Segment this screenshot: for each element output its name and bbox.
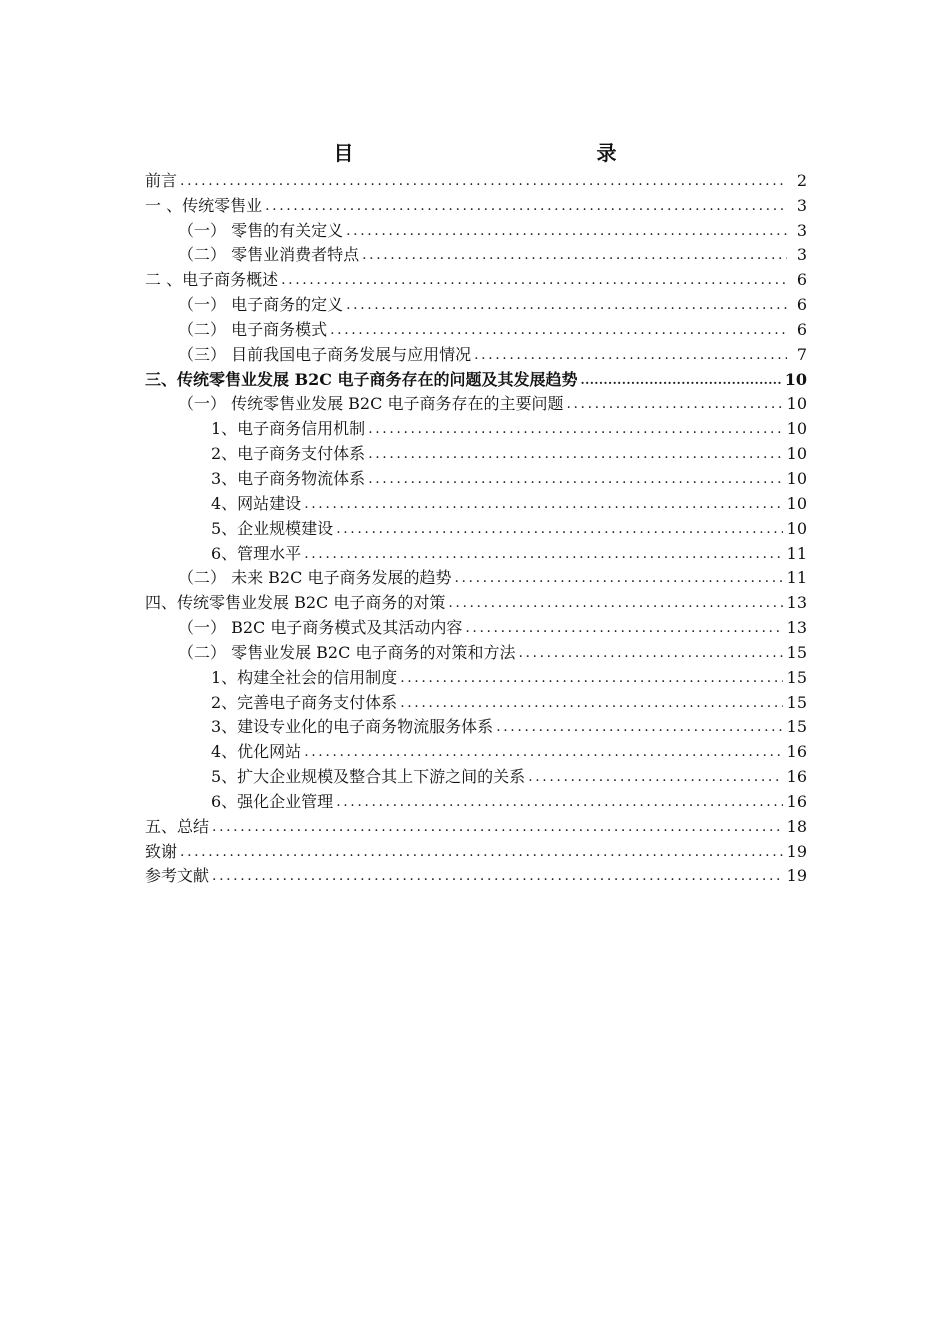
toc-dot-leader: [581, 370, 781, 390]
toc-entry-title: 6、管理水平: [211, 543, 302, 563]
toc-entry-page-number: 6: [796, 319, 807, 339]
toc-entry-page-number: 10: [786, 518, 807, 538]
toc-dot-leader: [528, 767, 782, 787]
toc-dot-leader: [566, 394, 782, 414]
toc-entry-page-number: 19: [786, 866, 807, 886]
toc-entry[interactable]: [145, 539, 807, 564]
toc-entry[interactable]: [145, 564, 807, 589]
toc-entry[interactable]: [145, 514, 807, 539]
toc-entry[interactable]: [145, 166, 807, 191]
toc-entry-title: （一） 电子商务的定义: [178, 295, 344, 315]
toc-entry-title: 五、总结: [145, 816, 210, 836]
toc-entry[interactable]: [145, 464, 807, 489]
toc-entry[interactable]: [145, 613, 807, 638]
toc-entry[interactable]: [145, 315, 807, 340]
toc-dot-leader: [346, 295, 787, 315]
toc-entry[interactable]: [145, 439, 807, 464]
toc-entry[interactable]: [145, 489, 807, 514]
toc-entry-title: （一） 零售的有关定义: [178, 220, 344, 240]
toc-entry[interactable]: [145, 737, 807, 762]
toc-entry-page-number: 10: [784, 369, 807, 389]
toc-entry-title: （二） 零售业消费者特点: [178, 245, 360, 265]
toc-entry[interactable]: [145, 365, 807, 390]
toc-entry[interactable]: [145, 787, 807, 812]
table-of-contents: [145, 166, 807, 886]
toc-entry-page-number: 10: [786, 493, 807, 513]
toc-entry[interactable]: [145, 713, 807, 738]
toc-entry-page-number: 15: [786, 692, 807, 712]
toc-entry[interactable]: [145, 390, 807, 415]
toc-dot-leader: [180, 171, 787, 191]
toc-title: 目 录: [333, 141, 735, 165]
toc-dot-leader: [368, 444, 782, 464]
toc-entry-page-number: 16: [786, 742, 807, 762]
toc-entry-page-number: 3: [796, 245, 807, 265]
toc-entry-title: （二） 电子商务模式: [178, 319, 328, 339]
toc-dot-leader: [336, 792, 782, 812]
toc-entry[interactable]: [145, 638, 807, 663]
toc-entry-page-number: 10: [786, 394, 807, 414]
toc-entry-page-number: 11: [786, 568, 807, 588]
toc-dot-leader: [304, 544, 782, 564]
toc-dot-leader: [212, 866, 783, 886]
toc-entry-page-number: 7: [796, 344, 807, 364]
toc-entry-title: 参考文献: [145, 866, 210, 886]
toc-dot-leader: [400, 668, 782, 688]
toc-dot-leader: [454, 568, 782, 588]
toc-entry[interactable]: [145, 812, 807, 837]
toc-entry-title: 四、传统零售业发展 B2C 电子商务的对策: [145, 593, 446, 613]
toc-dot-leader: [362, 245, 787, 265]
toc-entry-title: （二） 零售业发展 B2C 电子商务的对策和方法: [178, 642, 516, 662]
toc-entry-page-number: 10: [786, 419, 807, 439]
toc-entry-title: 二 、电子商务概述: [145, 270, 279, 290]
toc-entry-page-number: 13: [786, 618, 807, 638]
toc-entry[interactable]: [145, 588, 807, 613]
toc-entry-page-number: 19: [786, 841, 807, 861]
toc-entry-title: （二） 未来 B2C 电子商务发展的趋势: [178, 568, 452, 588]
toc-entry-page-number: 2: [796, 170, 807, 190]
toc-entry[interactable]: [145, 290, 807, 315]
toc-dot-leader: [474, 345, 787, 365]
toc-dot-leader: [336, 519, 782, 539]
toc-entry-title: 5、扩大企业规模及整合其上下游之间的关系: [211, 767, 526, 787]
toc-dot-leader: [304, 494, 782, 514]
toc-entry[interactable]: [145, 216, 807, 241]
toc-entry-page-number: 16: [786, 767, 807, 787]
toc-entry[interactable]: [145, 265, 807, 290]
toc-dot-leader: [496, 717, 782, 737]
toc-entry-title: 1、电子商务信用机制: [211, 419, 366, 439]
toc-dot-leader: [368, 419, 782, 439]
toc-entry-title: 2、完善电子商务支付体系: [211, 692, 398, 712]
toc-dot-leader: [180, 842, 783, 862]
toc-dot-leader: [212, 817, 783, 837]
toc-entry-title: 4、优化网站: [211, 742, 302, 762]
toc-dot-leader: [265, 196, 787, 216]
toc-entry[interactable]: [145, 340, 807, 365]
toc-entry-page-number: 10: [786, 444, 807, 464]
toc-entry-title: 三、传统零售业发展 B2C 电子商务存在的问题及其发展趋势: [145, 369, 578, 389]
toc-dot-leader: [368, 469, 782, 489]
toc-entry-title: （三） 目前我国电子商务发展与应用情况: [178, 344, 472, 364]
toc-dot-leader: [330, 320, 787, 340]
toc-entry-page-number: 3: [796, 195, 807, 215]
toc-entry-title: 2、电子商务支付体系: [211, 444, 366, 464]
toc-entry-title: 5、企业规模建设: [211, 518, 334, 538]
toc-dot-leader: [281, 270, 787, 290]
toc-dot-leader: [465, 618, 782, 638]
toc-entry-title: （一） 传统零售业发展 B2C 电子商务存在的主要问题: [178, 394, 564, 414]
toc-entry-title: 4、网站建设: [211, 493, 302, 513]
toc-entry-page-number: 15: [786, 642, 807, 662]
toc-entry-title: 前言: [145, 170, 178, 190]
toc-entry-title: 3、建设专业化的电子商务物流服务体系: [211, 717, 494, 737]
toc-entry[interactable]: [145, 837, 807, 862]
toc-entry[interactable]: [145, 862, 807, 887]
toc-entry[interactable]: [145, 688, 807, 713]
toc-entry-title: 致谢: [145, 841, 178, 861]
toc-entry-page-number: 13: [786, 593, 807, 613]
toc-entry-title: （一） B2C 电子商务模式及其活动内容: [178, 618, 463, 638]
toc-dot-leader: [518, 643, 782, 663]
toc-entry-title: 6、强化企业管理: [211, 791, 334, 811]
toc-entry-page-number: 10: [786, 468, 807, 488]
toc-entry[interactable]: [145, 663, 807, 688]
toc-entry-page-number: 15: [786, 667, 807, 687]
toc-entry-page-number: 6: [796, 270, 807, 290]
toc-entry-title: 1、构建全社会的信用制度: [211, 667, 398, 687]
toc-entry-page-number: 11: [786, 543, 807, 563]
toc-entry-page-number: 15: [786, 717, 807, 737]
toc-dot-leader: [346, 221, 787, 241]
toc-entry-title: 一 、传统零售业: [145, 195, 263, 215]
toc-dot-leader: [304, 742, 782, 762]
toc-entry-page-number: 3: [796, 220, 807, 240]
toc-entry[interactable]: [145, 414, 807, 439]
toc-entry-page-number: 6: [796, 295, 807, 315]
toc-entry-page-number: 16: [786, 791, 807, 811]
toc-entry-page-number: 18: [786, 816, 807, 836]
toc-entry[interactable]: [145, 241, 807, 266]
toc-entry[interactable]: [145, 191, 807, 216]
toc-dot-leader: [400, 693, 782, 713]
toc-entry-title: 3、电子商务物流体系: [211, 468, 366, 488]
toc-dot-leader: [448, 593, 782, 613]
toc-entry[interactable]: [145, 762, 807, 787]
